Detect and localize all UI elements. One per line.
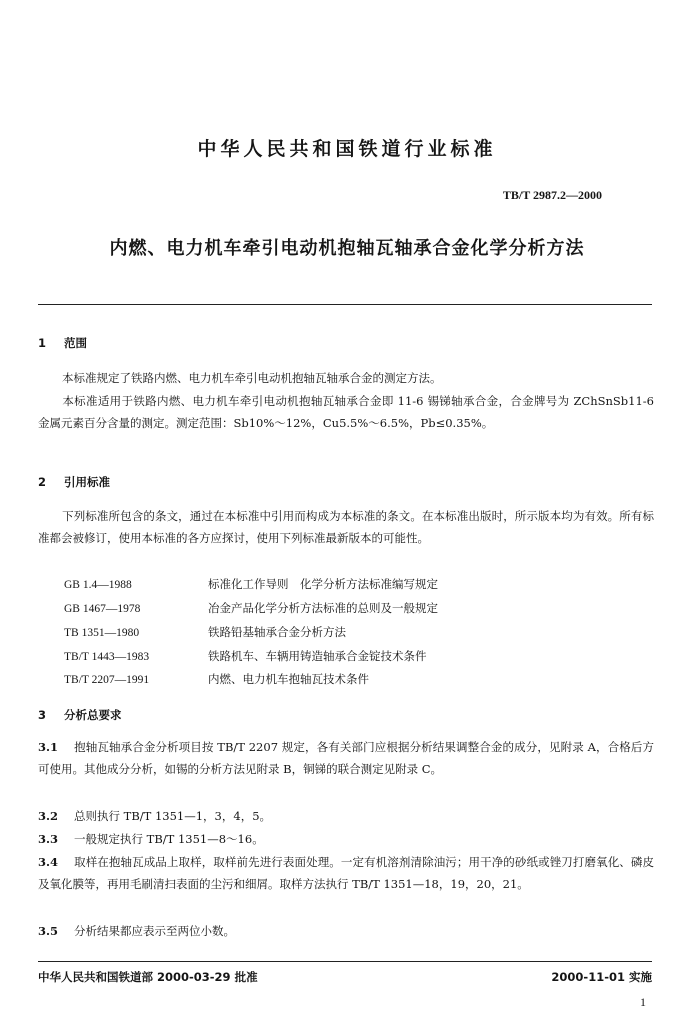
standard-code: TB/T 2987.2—2000 <box>502 188 602 202</box>
paragraph-text: 本标准规定了铁路内燃、电力机车牵引电动机抱轴瓦轴承合金的测定方法。 <box>62 371 442 385</box>
reference-title: 冶金产品化学分析方法标准的总则及一般规定 <box>208 601 438 615</box>
clause-text: 取样在抱轴瓦成品上取样，取样前先进行表面处理。一定有机溶剂清除油污；用干净的砂纸或锉刀打磨氧化、磷皮及氧化膜等，再用毛刷清扫表面的尘污和细屑。取样方法执行 TB/T 1351—18，19，20，21。 <box>38 855 654 891</box>
section-1-heading <box>38 335 87 351</box>
clause-3-2 <box>38 806 654 828</box>
reference-code: TB/T 2207—1991 <box>64 674 150 686</box>
section-1-paragraph-1 <box>38 368 654 390</box>
reference-item <box>64 669 369 691</box>
clause-text: 一般规定执行 TB/T 1351—8～16。 <box>74 832 264 846</box>
header-divider <box>38 304 652 305</box>
section-number: 1 <box>38 336 47 350</box>
clause-text: 总则执行 TB/T 1351—1，3，4，5。 <box>74 809 272 823</box>
section-title: 分析总要求 <box>64 708 122 722</box>
clause-number: 3.2 <box>38 809 59 823</box>
reference-item <box>64 622 346 644</box>
clause-number: 3.5 <box>38 924 59 938</box>
clause-3-3 <box>38 829 654 851</box>
clause-3-1 <box>38 737 654 780</box>
reference-item <box>64 646 427 668</box>
reference-item <box>64 598 438 620</box>
clause-text: 分析结果都应表示至两位小数。 <box>74 924 235 938</box>
clause-number: 3.4 <box>38 855 59 869</box>
paragraph-text: 下列标准所包含的条文，通过在本标准中引用而构成为本标准的条文。在本标准出版时，所示版本均为有效。所有标准都会被修订，使用本标准的各方应探讨，使用下列标准最新版本的可能性。 <box>38 509 654 545</box>
reference-code: TB 1351—1980 <box>64 627 140 639</box>
reference-code: TB/T 1443—1983 <box>64 651 150 663</box>
reference-title: 内燃、电力机车抱轴瓦技术条件 <box>208 672 369 686</box>
section-number: 3 <box>38 708 47 722</box>
issue-approval: 中华人民共和国铁道部 2000-03-29 批准 <box>38 970 258 984</box>
document-title: 内燃、电力机车牵引电动机抱轴瓦轴承合金化学分析方法 <box>109 238 585 259</box>
standard-organization: 中华人民共和国铁道行业标准 <box>197 138 497 160</box>
clause-number: 3.1 <box>38 740 59 754</box>
reference-title: 标准化工作导则 化学分析方法标准编写规定 <box>208 577 438 591</box>
section-number: 2 <box>38 475 47 489</box>
reference-title: 铁路铅基轴承合金分析方法 <box>208 625 346 639</box>
footer-divider <box>38 961 652 962</box>
reference-code: GB 1467—1978 <box>64 603 141 615</box>
section-title: 范围 <box>64 336 87 350</box>
reference-item <box>64 574 438 596</box>
section-2-heading <box>38 474 110 490</box>
clause-3-5 <box>38 921 654 943</box>
section-1-paragraph-2 <box>38 391 654 434</box>
clause-text: 抱轴瓦轴承合金分析项目按 TB/T 2207 规定，各有关部门应根据分析结果调整合金的成分，见附录 A，合格后方可使用。其他成分分析，如锡的分析方法见附录 B，铜锑的联合测定见附录 C。 <box>38 740 654 776</box>
section-title: 引用标准 <box>64 475 110 489</box>
page-number: 1 <box>640 995 646 1009</box>
section-2-paragraph-1 <box>38 506 654 549</box>
clause-number: 3.3 <box>38 832 59 846</box>
effective-date: 2000-11-01 实施 <box>551 970 652 984</box>
reference-title: 铁路机车、车辆用铸造轴承合金锭技术条件 <box>208 649 427 663</box>
section-3-heading <box>38 707 122 723</box>
paragraph-text: 本标准适用于铁路内燃、电力机车牵引电动机抱轴瓦轴承合金即 11-6 锡锑轴承合金，合金牌号为 ZChSnSb11-6 金属元素百分含量的测定。测定范围：Sb10%～12%，Cu5.5%～6.5%，Pb≤0.35%。 <box>38 394 654 430</box>
reference-code: GB 1.4—1988 <box>64 579 132 591</box>
clause-3-4 <box>38 852 654 895</box>
